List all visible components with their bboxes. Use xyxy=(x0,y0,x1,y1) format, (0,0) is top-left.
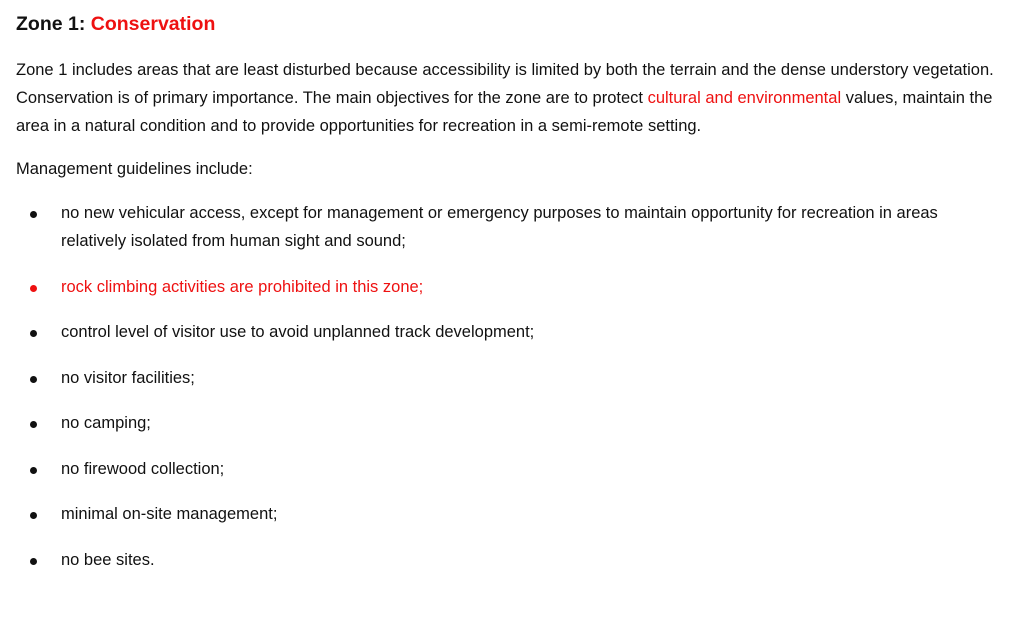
heading-prefix: Zone 1: xyxy=(16,13,91,35)
description-highlight: cultural and environmental xyxy=(647,89,842,107)
section-heading xyxy=(16,10,1006,38)
zone-description xyxy=(16,56,1006,140)
guideline-item xyxy=(16,273,1001,301)
guideline-item xyxy=(16,318,1001,346)
guideline-item xyxy=(16,546,1001,574)
guidelines-list xyxy=(16,199,1006,574)
bullet-icon xyxy=(30,558,37,565)
bullet-icon xyxy=(30,211,37,218)
guideline-text: no new vehicular access, except for management or emergency purposes to maintain opportunity for recreation in areas relatively isolated from human sight and sound; xyxy=(61,204,938,250)
guideline-item xyxy=(16,199,1001,255)
bullet-icon xyxy=(30,512,37,519)
guideline-text: no visitor facilities; xyxy=(61,368,195,387)
guideline-item xyxy=(16,455,1001,483)
heading-title: Conservation xyxy=(90,13,216,35)
bullet-icon xyxy=(30,376,37,383)
guideline-text: control level of visitor use to avoid unplanned track development; xyxy=(61,323,535,341)
bullet-icon xyxy=(30,467,37,474)
guideline-text: no bee sites. xyxy=(61,550,155,569)
guideline-text: no firewood collection; xyxy=(61,459,225,478)
bullet-icon xyxy=(30,421,37,428)
description-text-before: Zone 1 includes areas that are least disturbed because accessibility is limited by both the terrain and the dense understory vegetation. Conservation is of primary importance. The main objectives for the zone are to protect xyxy=(16,61,994,107)
guideline-item xyxy=(16,409,1001,437)
description-text-after: values, maintain the area in a natural condition and to provide opportunities for recreation in a semi-remote setting. xyxy=(16,89,993,135)
guideline-text: no camping; xyxy=(61,414,151,432)
guidelines-intro: Management guidelines include: xyxy=(16,160,253,178)
guideline-text: minimal on-site management; xyxy=(61,505,278,523)
guideline-text: rock climbing activities are prohibited in this zone; xyxy=(61,277,424,296)
guideline-item xyxy=(16,500,1001,528)
bullet-icon xyxy=(30,330,37,337)
bullet-icon xyxy=(30,285,37,292)
guideline-item xyxy=(16,364,1001,392)
